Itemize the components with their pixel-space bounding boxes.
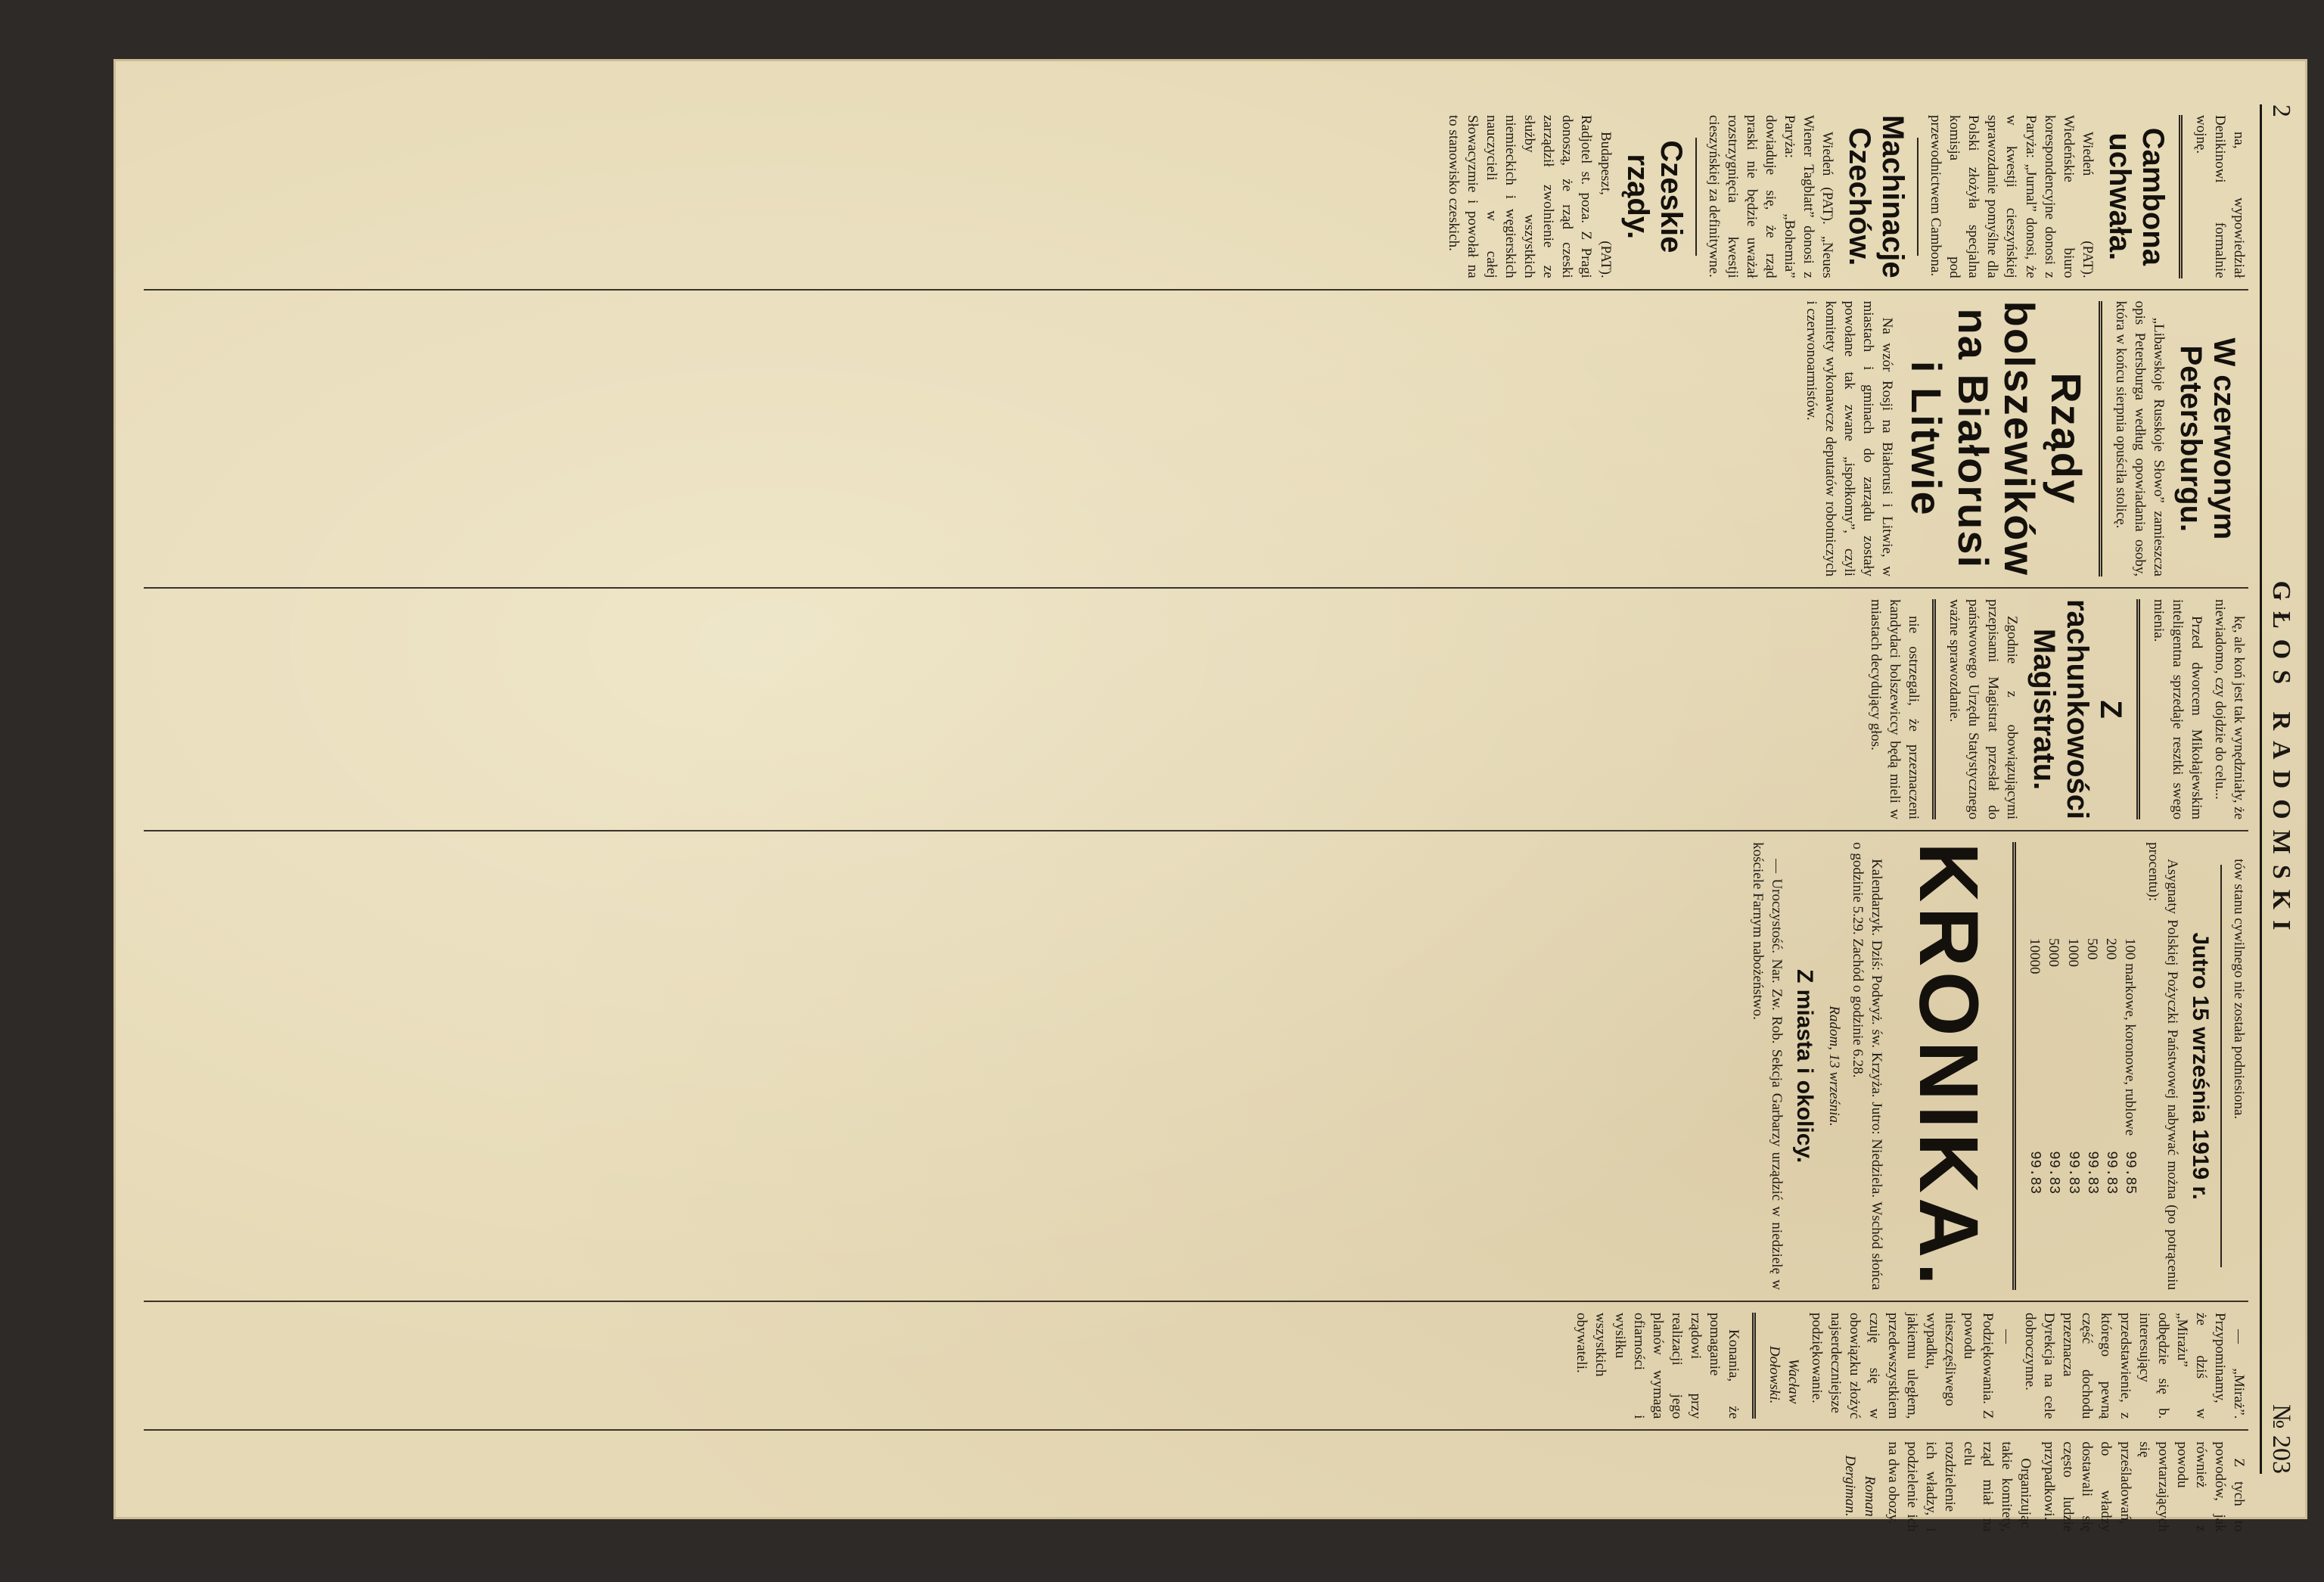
rate-nominal: 100 markowe, koronowe, rublowe	[2121, 938, 2138, 1136]
paragraph: Wiedeń (PAT). „Neues Wiener Tagblatt” donosi z Paryża: „Bohemia” dowiaduje się, że rząd praski nie będzie uważał rozstrzygnięcia kwestji cieszyńskiej za definitywne.	[1705, 115, 1836, 278]
column-3	[144, 587, 2248, 830]
divider	[2012, 842, 2016, 1290]
table-row	[2044, 931, 2063, 1201]
table-row	[2120, 931, 2139, 1201]
masthead: GŁOS RADOMSKI	[2267, 580, 2295, 941]
paragraph: nie ostrzegali, że przeznaczeni kandydaci bolszewiccy będą mieli w miastach decydujący głos.	[1868, 598, 1922, 820]
page-header	[2260, 104, 2300, 1474]
paragraph: — Uroczystość. Nar. Zw. Rob. Sekcja Garbarzy urządzić w niedzielę w kościele Farnym nabożeństwo.	[1749, 842, 1785, 1291]
paragraph: Wiedeń (PAT). Wiedeńskie biuro korespondencyjne donosi z Paryża: „Jurnal” donosi, że w kwestji cieszyńskiej sprawozdanie pomyślne dla Polski złożyła specjalna komisja pod przewodnictwem Cambona.	[1928, 115, 2096, 278]
headline-czeskie: Czeskie rządy.	[1620, 140, 1688, 253]
rate-price: 99.83	[2102, 1151, 2120, 1195]
divider	[2179, 115, 2183, 278]
paragraph: Kalendarzyk. Dziś: Podwyż. św. Krzyża. Jutro: Niedziela. Wschód słońca o godzinie 5.29. Zachód o godzinie 6.28.	[1850, 842, 1885, 1291]
column-4	[144, 830, 2248, 1301]
paragraph: Z tych to powodów, jak również z powodu powtarzających się prześladowań, do władzy dostawali się często ludzie przypadkowi.	[2041, 1441, 2247, 1532]
rate-price: 99.83	[2065, 1151, 2082, 1195]
paragraph: — Podziękowania. Z powodu nieszczęśliwego wypadku, jakiemu uległem, przedewszystkiem czuję się w obowiązku złożyć najserdeczniejsze podziękowanie.	[1809, 1313, 2015, 1419]
page-number: 2	[2267, 104, 2295, 117]
table-row	[2025, 931, 2044, 1201]
headline-cambona: Cambona uchwała.	[2102, 127, 2170, 266]
table-row	[2063, 931, 2082, 1201]
divider	[2220, 865, 2222, 1267]
paragraph: Zgodnie z obowiązującymi przepisami Magistrat przesłał do państwowego Urzędu Statystycznego ważne sprawozdanie.	[1947, 598, 2020, 820]
columns	[144, 104, 2248, 1532]
rate-price: 99.83	[2046, 1151, 2063, 1195]
rate-nominal: 5000	[2046, 938, 2062, 967]
headline-czerwony: W czerwonym Petersburgu.	[2174, 337, 2241, 540]
paragraph: kę, ale koń jest tak wynędzniały, że niewiadomo, czy dojdzie do celu...	[2211, 598, 2247, 820]
paragraph: „Libawskoje Russkoje Słowo” zamieszcza opis Petersburga według opowiadania osoby, która w końcu sierpnia opuściła stolicę.	[2112, 300, 2167, 577]
issue-number: № 203	[2267, 1404, 2295, 1474]
rate-nominal: 1000	[2065, 938, 2081, 967]
paragraph: Budapeszt, (PAT). Radjotel st. poza. Z Pragi donoszą, że rząd czeski zarządził zwolnienie ze służby wszystkich niemieckich i węgierskich nauczycieli w całej Słowacyzmie i powołał na to stanowisko czeskich.	[1445, 115, 1614, 278]
headline-rzady: Rządy bolszewików na Białorusi i Litwie	[1902, 300, 2090, 577]
divider	[2099, 301, 2102, 577]
divider	[1932, 599, 1936, 819]
divider	[1752, 1313, 1756, 1419]
paragraph: Przed dworcem Mikołajewskim inteligentna sprzedaje resztki swego mienia.	[2150, 598, 2204, 820]
paragraph: Organizując takie komitety, rząd miał na celu rozdzielenie ich władzy, i podzielenie ich na dwa obozy.	[1884, 1441, 2034, 1532]
rate-price: 99.83	[2027, 1151, 2044, 1195]
divider	[1695, 138, 1697, 256]
column-2	[144, 289, 2248, 587]
signature: Roman Dergiman.	[1842, 1455, 1878, 1517]
divider	[2136, 599, 2140, 819]
rate-nominal: 200	[2102, 938, 2119, 960]
rotated-page-content	[113, 59, 2307, 1532]
paragraph: — „Miraż”. Przypominamy, że dziś w „Mirażu” odbędzie się b. interesujący przedstawienie, z którego pewną część dochodu przeznacza Dyrekcja na cele dobroczynne.	[2022, 1313, 2247, 1419]
paragraph: Konania, że pomaganie rządowi przy realizacji jego planów wymaga ofiarności i wysiłku wszystkich obywateli.	[1574, 1313, 1742, 1419]
rates-table	[2025, 931, 2139, 1201]
column-5	[144, 1301, 2248, 1429]
headline-kurs: Jutro 15 września 1919 r.	[2187, 932, 2213, 1200]
paragraph: Asygnaty Polskiej Pożyczki Państwowej nabywać można (po potrąceniu procentu):	[2145, 842, 2180, 1291]
headline-machinacje: Machinacje Czechów.	[1843, 115, 1910, 278]
rate-price: 99.83	[2083, 1151, 2101, 1195]
paragraph: Na wzór Rosji na Białorusi i Litwie, w miastach i gminach do zarządu zostały powołane tak zwane „ispołkomy”, czyli komitety wykonawcze deputatów robotniczych i czerwonoarmistów.	[1804, 300, 1896, 577]
rate-nominal: 10000	[2027, 938, 2043, 974]
section-title: Z miasta i okolicy.	[1791, 969, 1817, 1164]
headline-kronika: KRONIKA.	[1902, 842, 1996, 1291]
newspaper-page	[113, 59, 2307, 1532]
rate-nominal: 500	[2083, 938, 2100, 960]
signature: Wacław Dołowski.	[1766, 1345, 1802, 1404]
divider	[1917, 138, 1919, 256]
paragraph: tów stanu cywilnego nie została podniesiona.	[2231, 859, 2247, 1120]
table-row	[2083, 931, 2102, 1201]
column-6	[144, 1429, 2248, 1542]
dateline: Radom, 13 września.	[1825, 1005, 1842, 1127]
paragraph: na, wypowiedział Denikinowi formalnie wojnę.	[2192, 115, 2247, 278]
headline-magistrat: Z rachunkowości Magistratu.	[2027, 598, 2127, 820]
rate-price: 99.85	[2121, 1151, 2139, 1195]
table-row	[2102, 931, 2120, 1201]
column-1	[144, 104, 2248, 289]
